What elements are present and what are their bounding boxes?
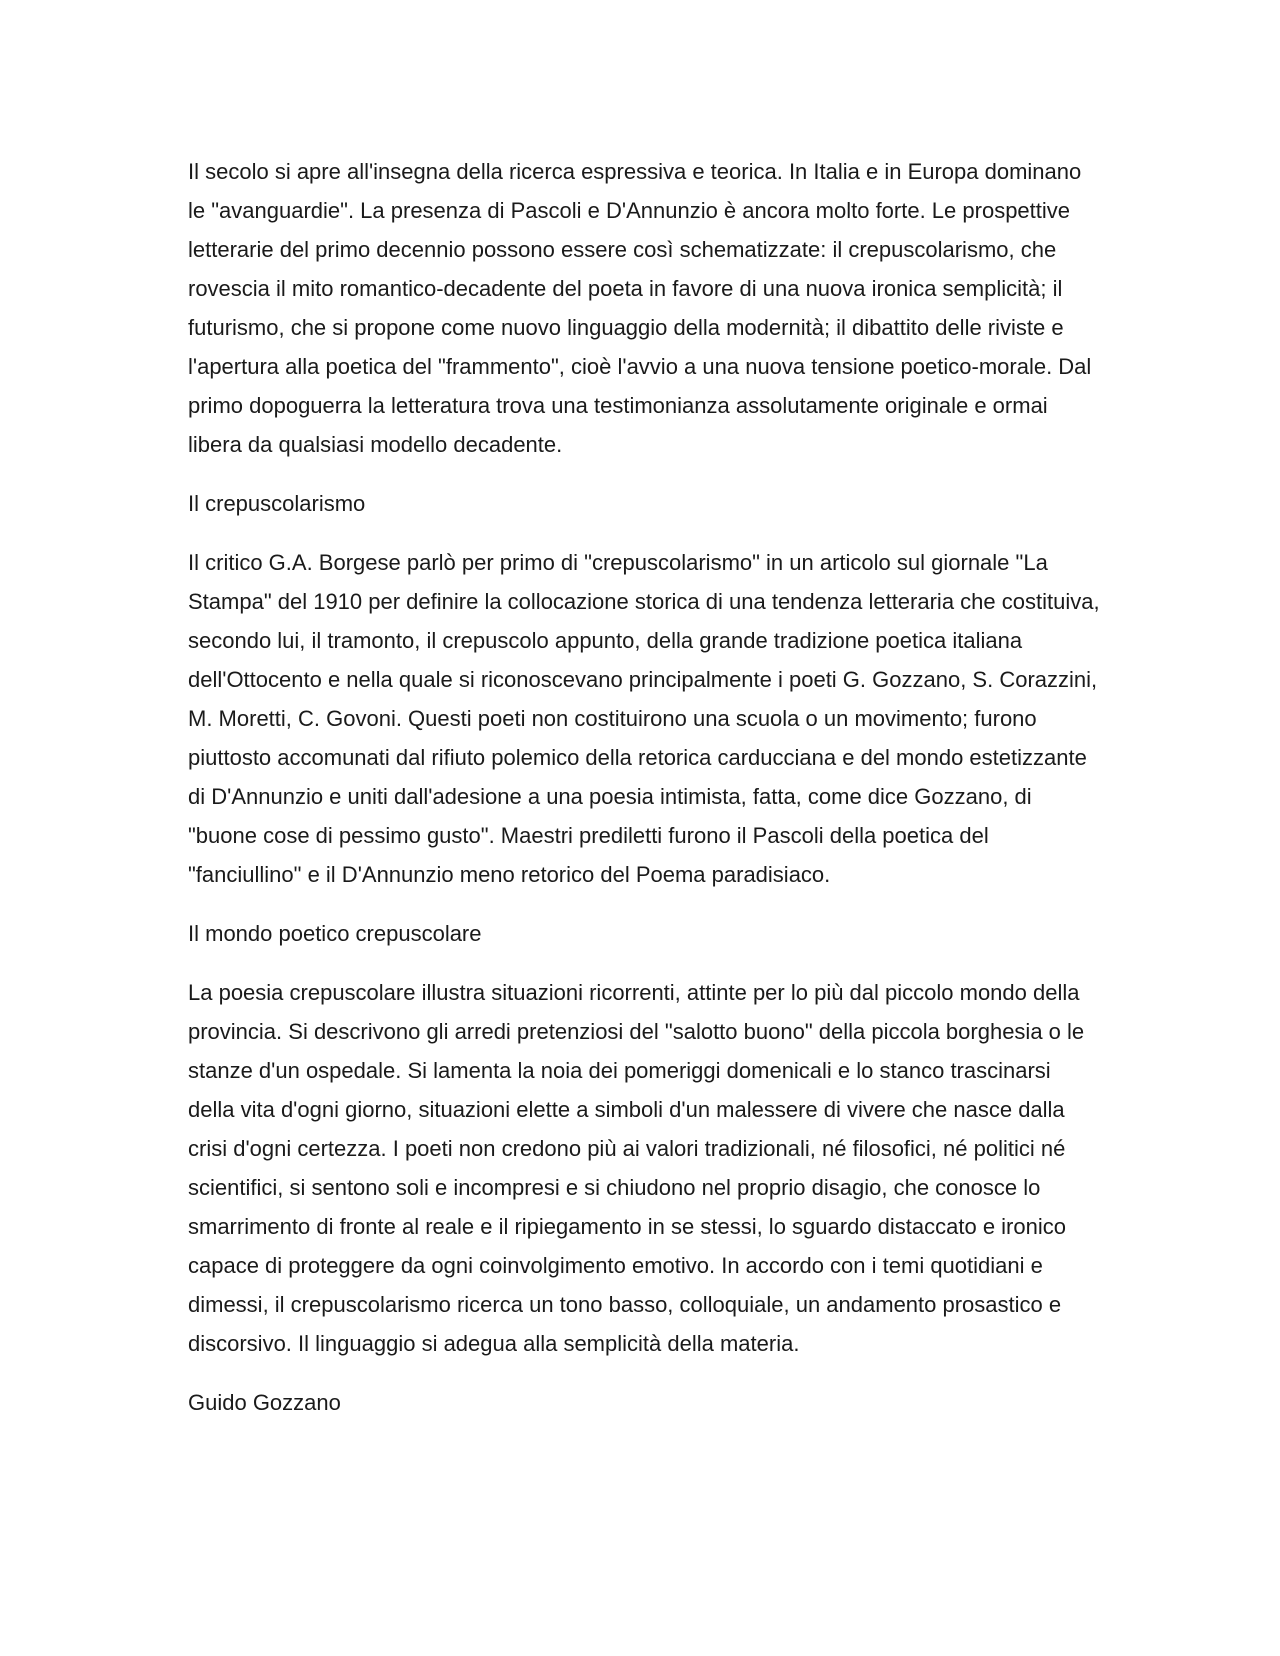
- heading-mondo-poetico: Il mondo poetico crepuscolare: [188, 921, 482, 946]
- paragraph-crepuscolarismo: Il critico G.A. Borgese parlò per primo di "crepuscolarismo" in un articolo sul giornale "La Stampa" del 1910 per definire la collocazione storica di una tendenza letteraria che costituiva, secondo lui, il tramonto, il crepuscolo appunto, della grande tradizione poetica italiana dell'Ottocento e nella quale si riconoscevano principalmente i poeti G. Gozzano, S. Corazzini, M. Moretti, C. Govoni. Questi poeti non costituirono una scuola o un movimento; furono piuttosto accomunati dal rifiuto polemico della retorica carducciana e del mondo estetizzante di D'Annunzio e uniti dall'adesione a una poesia intimista, fatta, come dice Gozzano, di "buone cose di pessimo gusto". Maestri prediletti furono il Pascoli della poetica del "fanciullino" e il D'Annunzio meno retorico del Poema paradisiaco.: [188, 550, 1100, 887]
- heading-crepuscolarismo: Il crepuscolarismo: [188, 491, 366, 516]
- intro-paragraph: Il secolo si apre all'insegna della ricerca espressiva e teorica. In Italia e in Europa dominano le "avanguardie". La presenza di Pascoli e D'Annunzio è ancora molto forte. Le prospettive letterarie del primo decennio possono essere così schematizzate: il crepuscolarismo, che rovescia il mito romantico-decadente del poeta in favore di una nuova ironica semplicità; il futurismo, che si propone come nuovo linguaggio della modernità; il dibattito delle riviste e l'apertura alla poetica del "frammento", cioè l'avvio a una nuova tensione poetico-morale. Dal primo dopoguerra la letteratura trova una testimonianza assolutamente originale e ormai libera da qualsiasi modello decadente.: [188, 159, 1092, 457]
- document-body: [188, 152, 1103, 1442]
- paragraph-mondo-poetico: La poesia crepuscolare illustra situazioni ricorrenti, attinte per lo più dal piccolo mondo della provincia. Si descrivono gli arredi pretenziosi del "salotto buono" della piccola borghesia o le stanze d'un ospedale. Si lamenta la noia dei pomeriggi domenicali e lo stanco trascinarsi della vita d'ogni giorno, situazioni elette a simboli d'un malessere di vivere che nasce dalla crisi d'ogni certezza. I poeti non credono più ai valori tradizionali, né filosofici, né politici né scientifici, si sentono soli e incompresi e si chiudono nel proprio disagio, che conosce lo smarrimento di fronte al reale e il ripiegamento in se stessi, lo sguardo distaccato e ironico capace di proteggere da ogni coinvolgimento emotivo. In accordo con i temi quotidiani e dimessi, il crepuscolarismo ricerca un tono basso, colloquiale, un andamento prosastico e discorsivo. Il linguaggio si adegua alla semplicità della materia.: [188, 980, 1085, 1356]
- heading-guido-gozzano: Guido Gozzano: [188, 1390, 341, 1415]
